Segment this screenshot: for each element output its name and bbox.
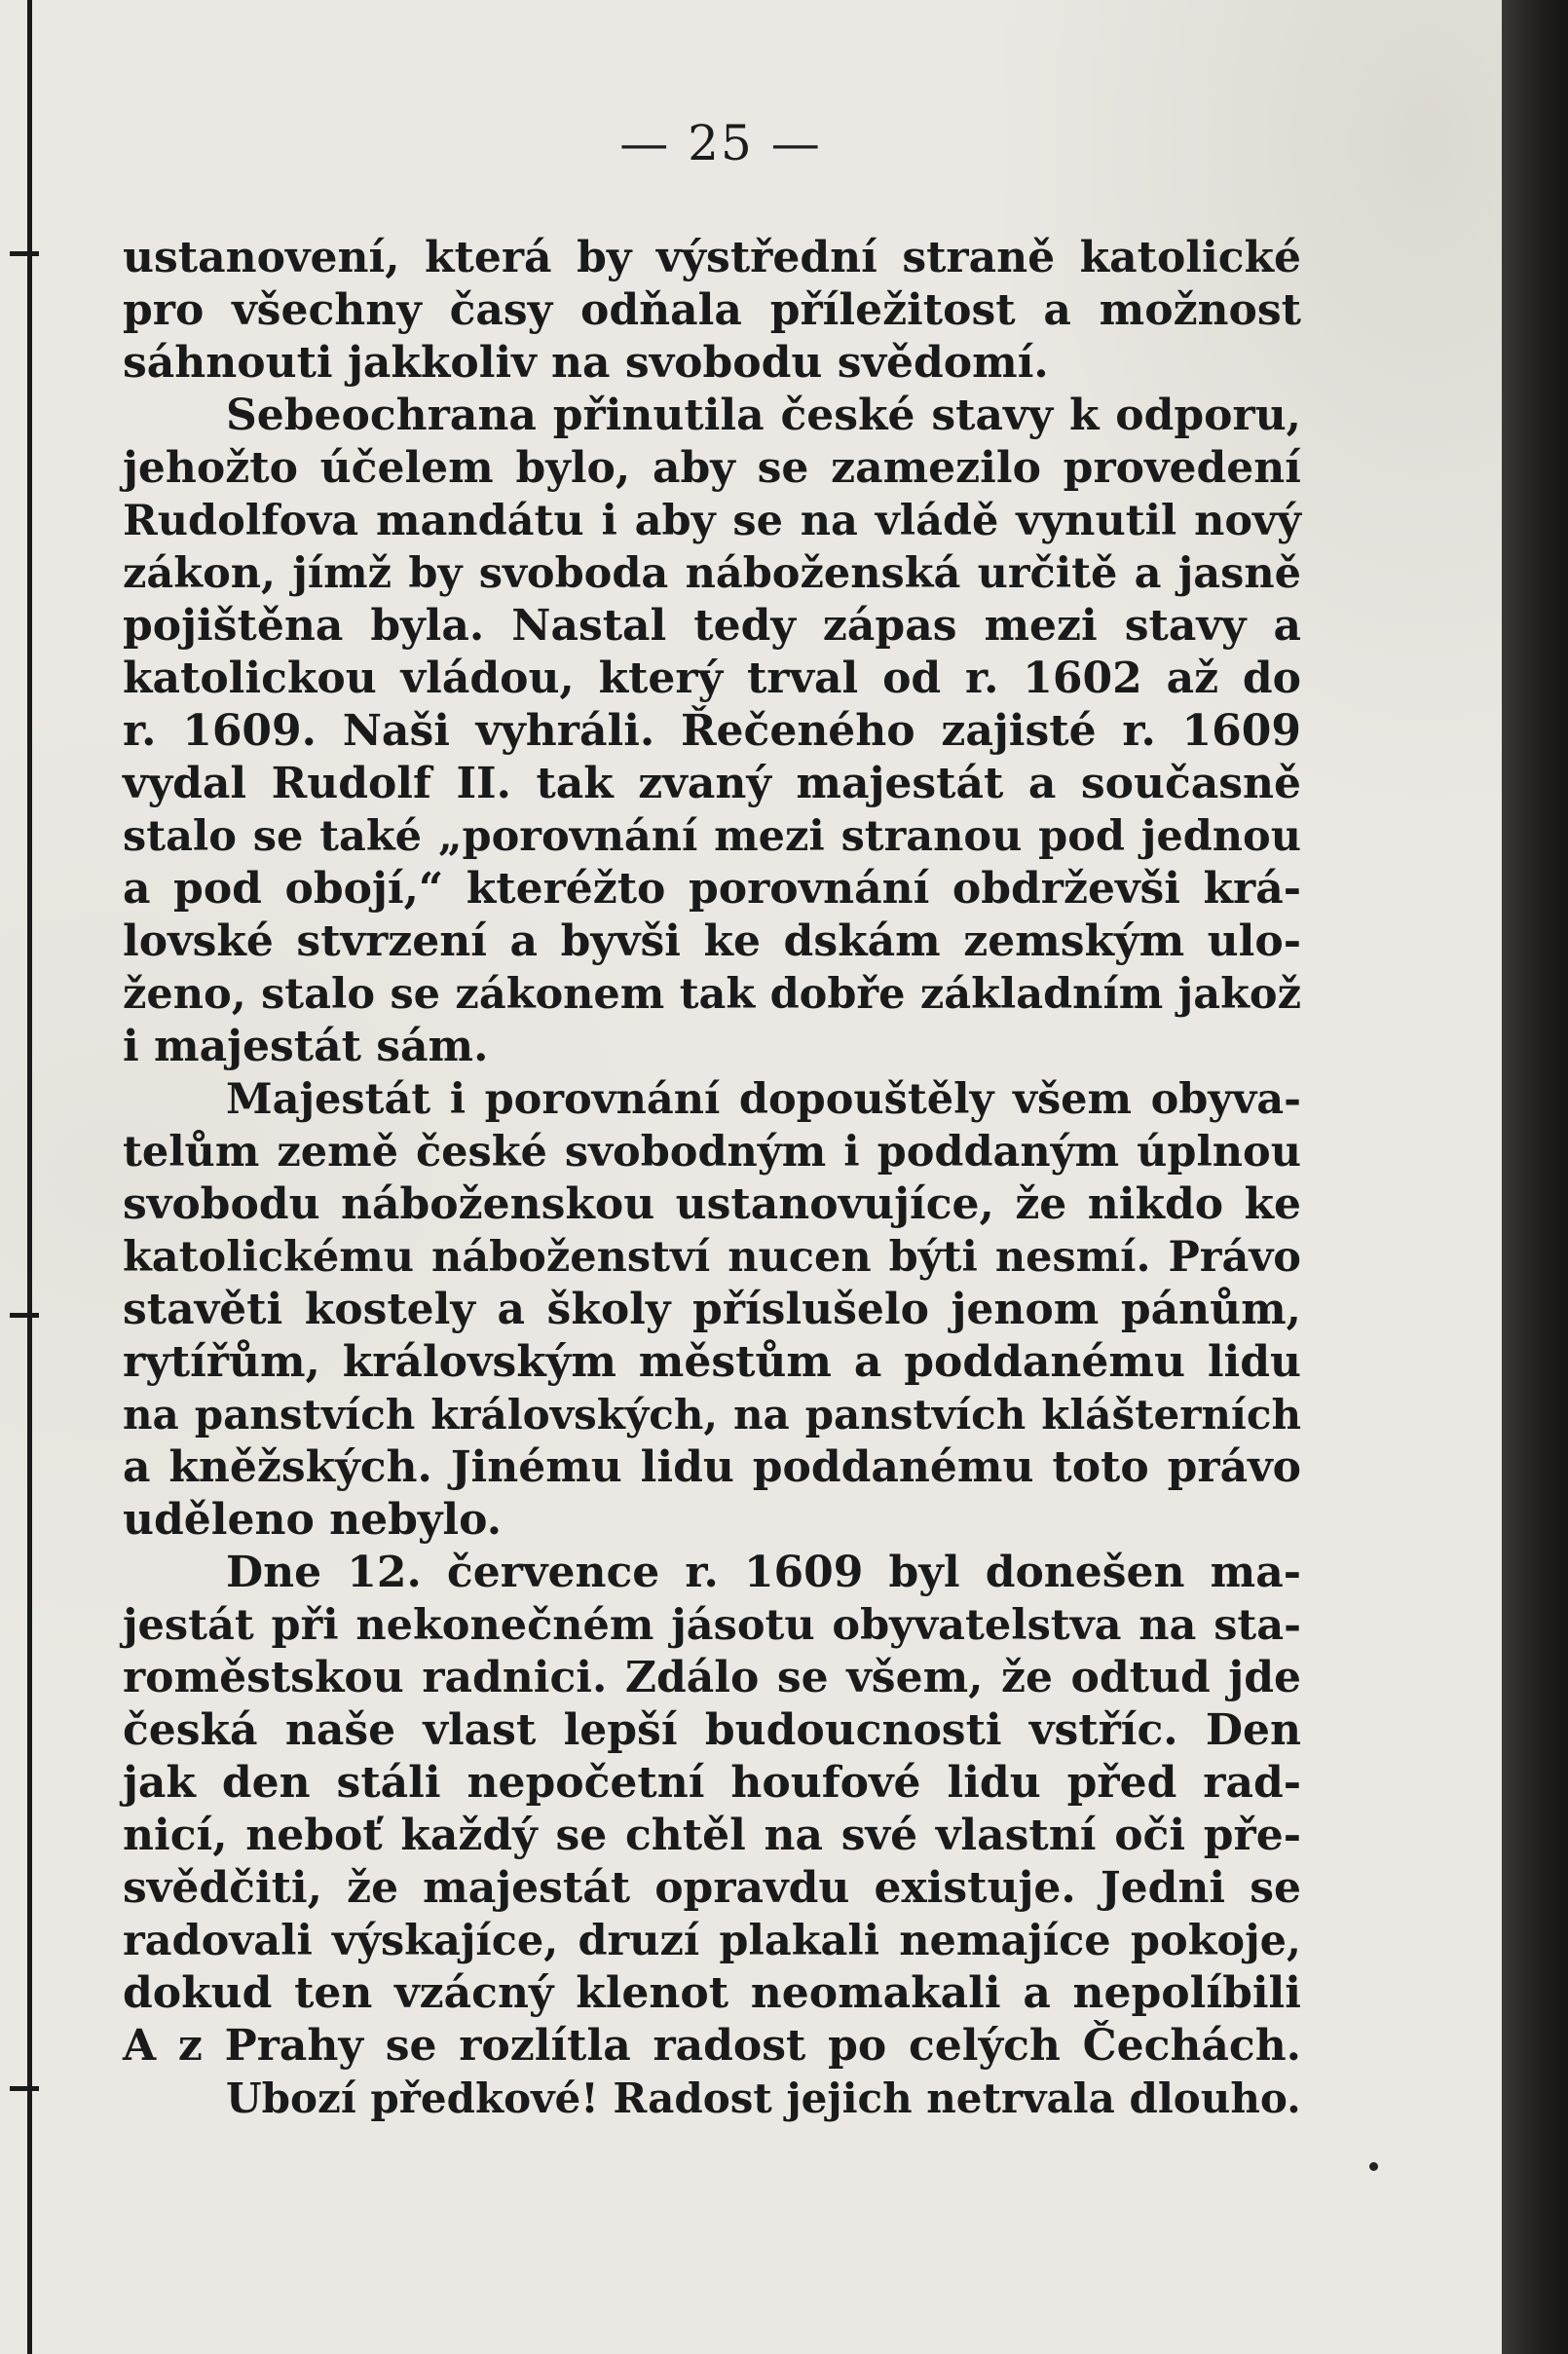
text-line: česká naše vlast lepší budoucnosti vstříc. Den bbox=[123, 1705, 1301, 1755]
text-line: jehožto účelem bylo, aby se zamezilo provedení bbox=[123, 443, 1301, 493]
text-line: i majestát sám. bbox=[123, 1022, 489, 1071]
text-line: svědčiti, že majestát opravdu existuje. Jedni se bbox=[123, 1863, 1301, 1913]
text-line: katolickému náboženství nucen býti nesmí. Právo bbox=[123, 1233, 1301, 1282]
text-line: lovské stvrzení a byvši ke dskám zemským ulo- bbox=[123, 916, 1301, 966]
binding-edge bbox=[27, 0, 32, 2354]
text-line: dokud ten vzácný klenot neomakali a nepolíbili bbox=[123, 1968, 1301, 2018]
text-line: pro všechny časy odňala příležitost a možnost bbox=[123, 285, 1301, 335]
page-number: — 25 — bbox=[619, 115, 822, 171]
text-line: A z Prahy se rozlítla radost po celých Čechách. bbox=[123, 2021, 1301, 2071]
text-line: nicí, neboť každý se chtěl na své vlastní oči pře- bbox=[123, 1811, 1301, 1860]
text-line: rytířům, královským městům a poddanému lidu bbox=[123, 1337, 1301, 1387]
body-text bbox=[123, 232, 1301, 2125]
text-line: a kněžských. Jinému lidu poddanému toto právo bbox=[123, 1442, 1301, 1492]
text-line: vydal Rudolf II. tak zvaný majestát a současně bbox=[123, 759, 1301, 808]
text-line: uděleno nebylo. bbox=[123, 1495, 503, 1545]
text-line: Majestát i porovnání dopouštěly všem obyva- bbox=[226, 1075, 1301, 1124]
text-line: stalo se také „porovnání mezi stranou pod jednou bbox=[123, 812, 1301, 861]
text-line: telům země české svobodným i poddaným úplnou bbox=[123, 1128, 1301, 1177]
text-line: Ubozí předkové! Radost jejich netrvala dlouho. bbox=[226, 2074, 1301, 2122]
text-line: svobodu náboženskou ustanovujíce, že nikdo ke bbox=[123, 1179, 1301, 1229]
text-line: Dne 12. července r. 1609 byl donešen ma- bbox=[226, 1548, 1301, 1597]
text-line: sáhnouti jakkoliv na svobodu svědomí. bbox=[123, 338, 1049, 388]
text-line: katolickou vládou, který trval od r. 1602 až do bbox=[123, 654, 1301, 703]
text-line: radovali výskajíce, druzí plakali nemajíce pokoje, bbox=[123, 1917, 1301, 1965]
text-line: jak den stáli nepočetní houfové lidu před rad- bbox=[123, 1758, 1301, 1808]
text-line: pojištěna byla. Nastal tedy zápas mezi stavy a bbox=[123, 601, 1301, 651]
text-line: ustanovení, která by výstřední straně katolické bbox=[123, 233, 1301, 282]
text-line: ženo, stalo se zákonem tak dobře základním jakož bbox=[123, 970, 1301, 1019]
text-line: na panstvích královských, na panstvích klášterních bbox=[123, 1391, 1301, 1439]
text-line: a pod obojí,“ kteréžto porovnání obdrževši krá- bbox=[123, 864, 1301, 914]
text-line: jestát při nekonečném jásotu obyvatelstva na sta- bbox=[123, 1601, 1301, 1650]
text-line: zákon, jímž by svoboda náboženská určitě a jasně bbox=[123, 549, 1301, 598]
binding-mark bbox=[10, 2086, 39, 2091]
ink-speck bbox=[1369, 2162, 1378, 2171]
scan-dark-margin bbox=[1502, 0, 1568, 2354]
text-line: Rudolfova mandátu i aby se na vládě vynutil nový bbox=[123, 497, 1301, 545]
text-line: stavěti kostely a školy příslušelo jenom pánům, bbox=[123, 1285, 1301, 1334]
text-line: Sebeochrana přinutila české stavy k odporu, bbox=[226, 391, 1301, 440]
text-line: r. 1609. Naši vyhráli. Řečeného zajisté r. 1609 bbox=[123, 706, 1301, 756]
text-line: roměstskou radnici. Zdálo se všem, že odtud jde bbox=[123, 1653, 1301, 1702]
binding-mark bbox=[10, 1313, 39, 1318]
binding-mark bbox=[10, 251, 39, 256]
